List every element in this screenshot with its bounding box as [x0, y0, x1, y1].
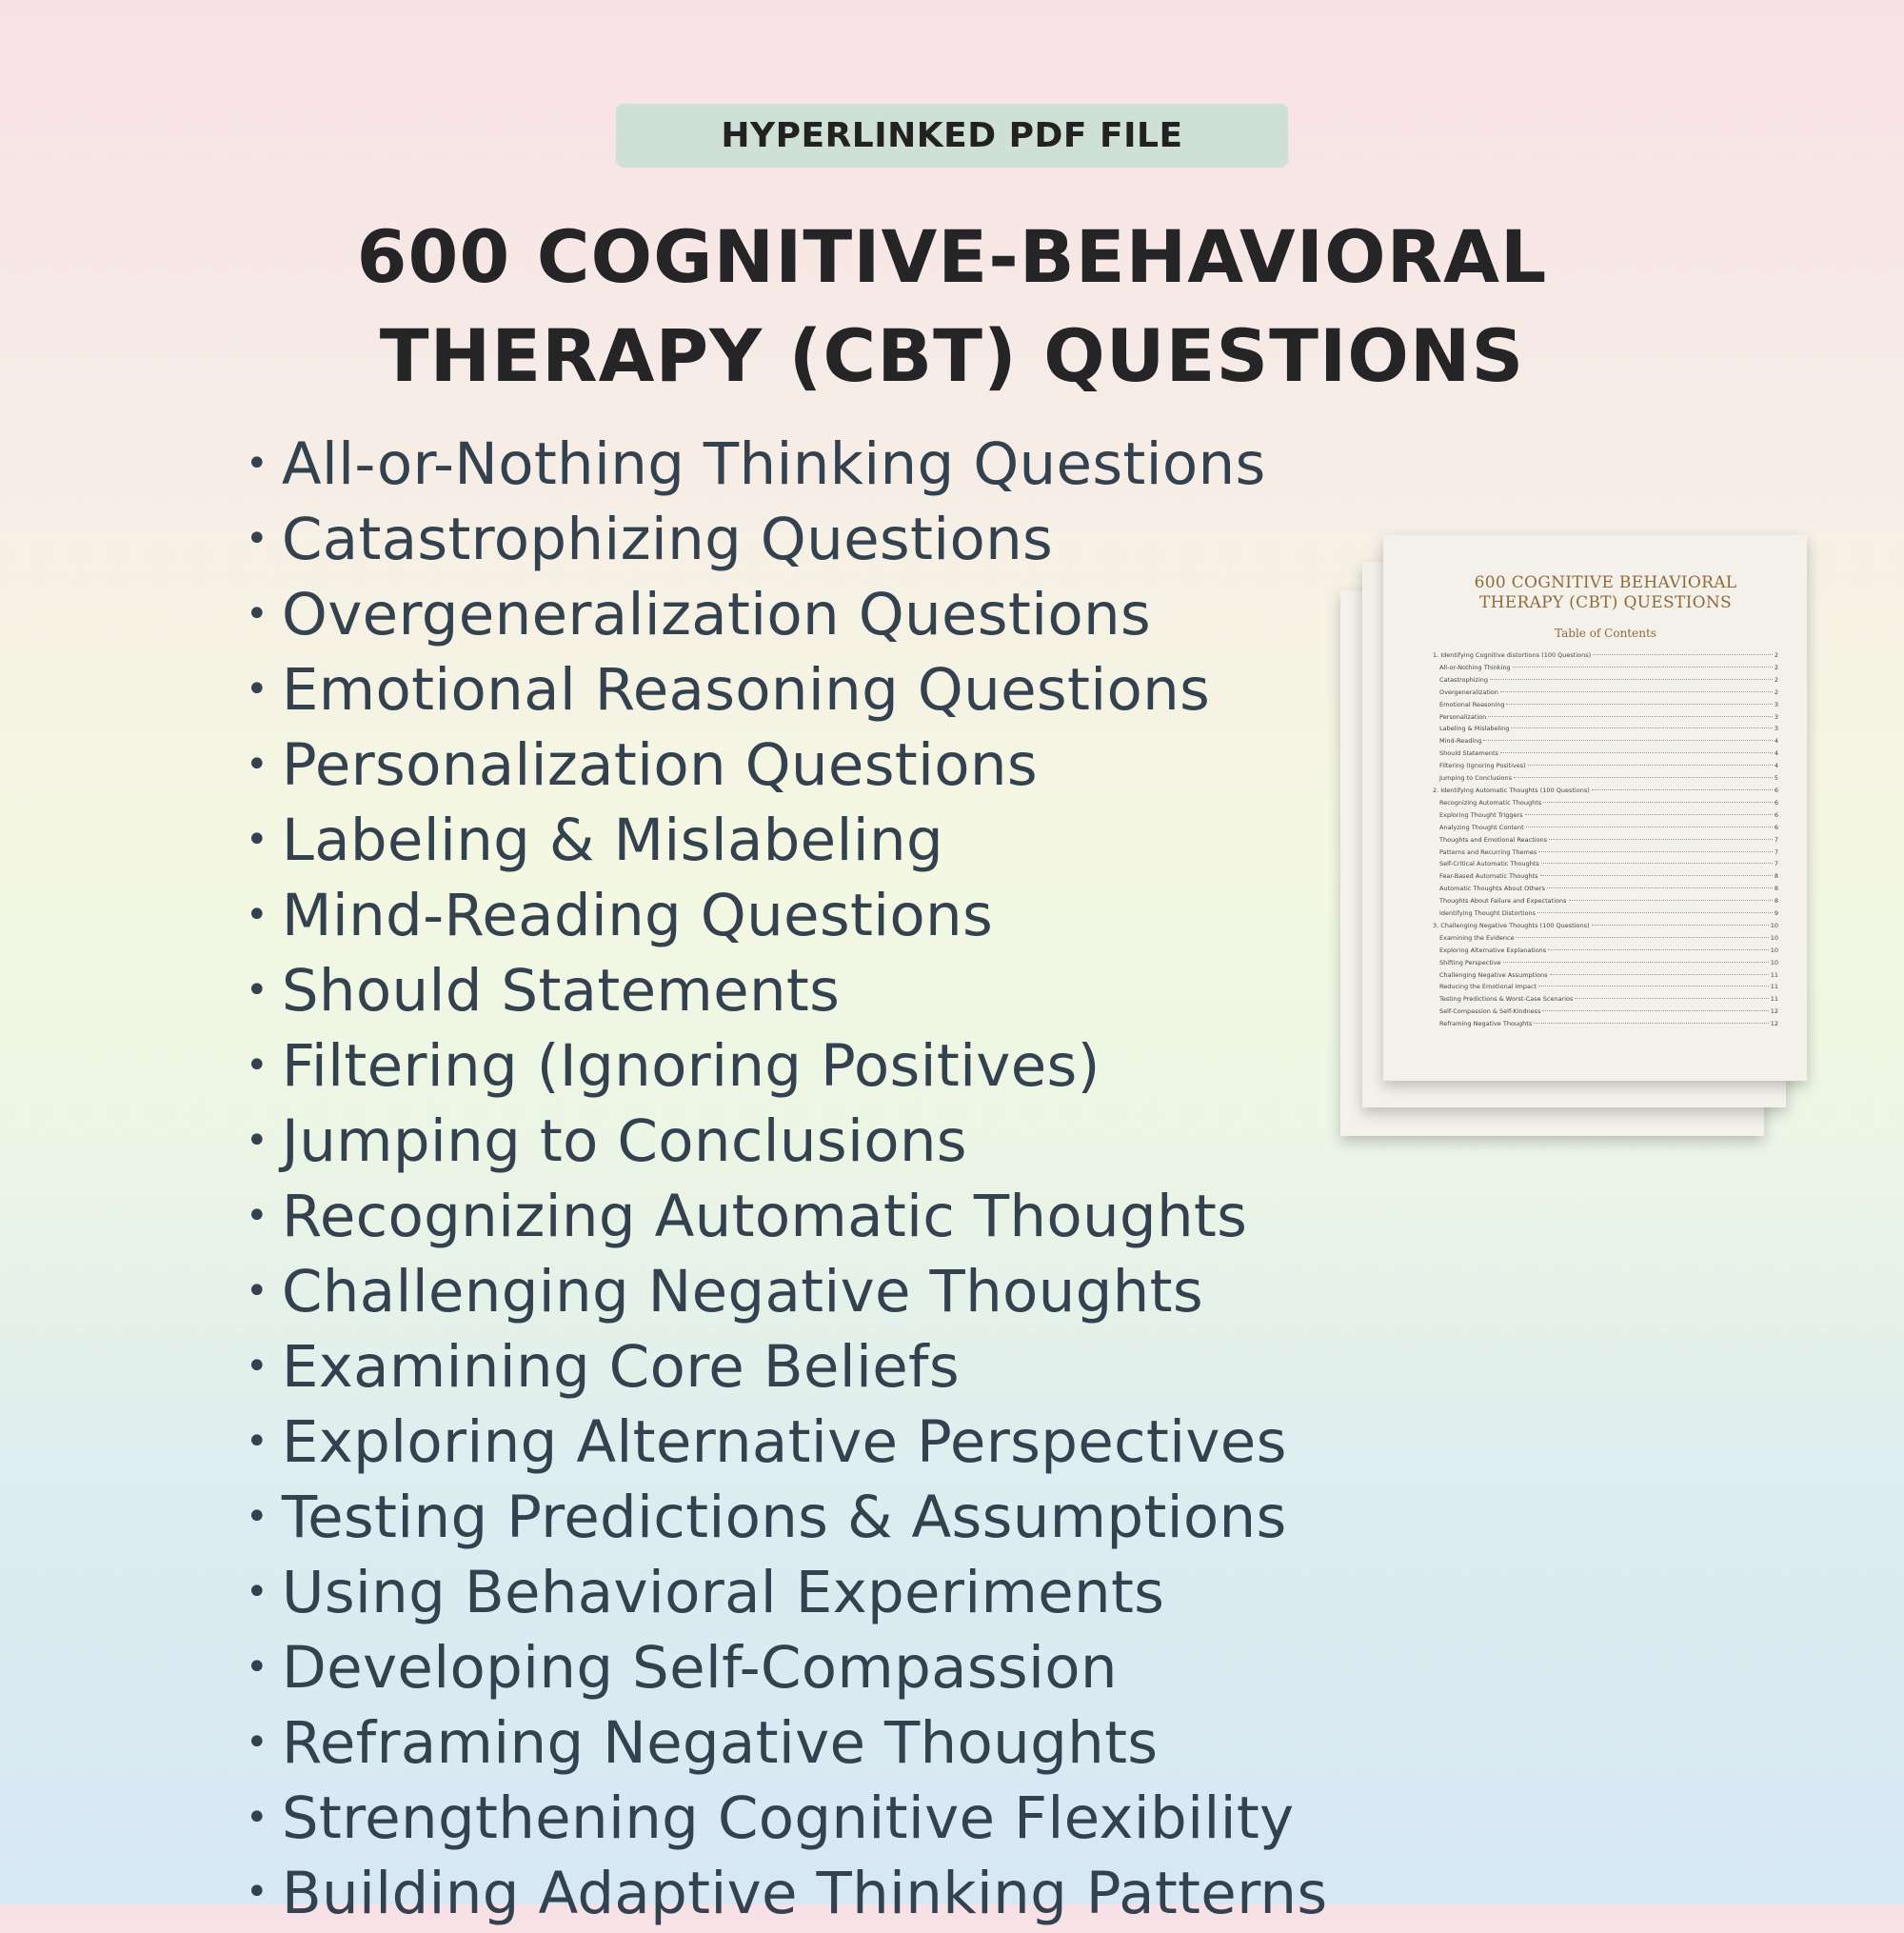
toc-entry[interactable]: [1433, 870, 1778, 883]
topic-label: Using Behavioral Experiments: [281, 1558, 1165, 1626]
toc-entry-page: 10: [1770, 958, 1778, 966]
toc-leader-dots: [1483, 740, 1772, 741]
toc-entry-label: 1. Identifying Cognitive distortions (100 Questions): [1433, 651, 1592, 659]
toc-entry-page: 3: [1774, 712, 1778, 721]
toc-entry[interactable]: [1433, 945, 1778, 957]
toc-entry-page: 11: [1770, 970, 1778, 979]
toc-entry[interactable]: [1433, 822, 1778, 834]
topic-item: [246, 1557, 1327, 1632]
toc-entry-label: Jumping to Conclusions: [1439, 774, 1513, 783]
toc-entry-label: Exploring Thought Triggers: [1439, 810, 1523, 819]
toc-entry-page: 11: [1770, 995, 1778, 1004]
toc-leader-dots: [1511, 727, 1772, 728]
toc-leader-dots: [1550, 974, 1769, 975]
toc-entry-label: Labeling & Mislabeling: [1439, 725, 1510, 733]
toc-entry[interactable]: [1433, 772, 1778, 785]
toc-entry-page: 2: [1774, 675, 1778, 684]
title-line-1: 600 COGNITIVE-BEHAVIORAL: [356, 214, 1548, 299]
bullet-icon: •: [246, 1043, 268, 1087]
topic-item: [246, 1482, 1327, 1557]
toc-leader-dots: [1592, 925, 1769, 926]
toc-entry-label: Shifting Perspective: [1439, 958, 1501, 966]
toc-entry-label: Emotional Reasoning: [1439, 700, 1505, 708]
toc-leader-dots: [1537, 912, 1773, 913]
bullet-icon: •: [246, 441, 268, 486]
toc-entry-page: 8: [1774, 885, 1778, 893]
bullet-icon: •: [246, 516, 268, 561]
toc-entry-page: 6: [1774, 798, 1778, 807]
toc-entry-label: Filtering (Ignoring Positives): [1439, 762, 1526, 770]
toc-entry[interactable]: [1433, 711, 1778, 724]
toc-entry[interactable]: [1433, 883, 1778, 895]
document-title: [1433, 573, 1778, 613]
toc-leader-dots: [1490, 679, 1773, 680]
toc-leader-dots: [1542, 1010, 1768, 1011]
toc-entry-page: 4: [1774, 737, 1778, 746]
toc-entry-label: Overgeneralization: [1439, 688, 1498, 696]
toc-entry-label: Personalization: [1439, 712, 1487, 721]
topic-label: All-or-Nothing Thinking Questions: [281, 430, 1266, 498]
bullet-icon: •: [246, 1268, 268, 1313]
toc-entry-label: Analyzing Thought Content: [1439, 823, 1524, 831]
toc-leader-dots: [1543, 802, 1773, 803]
topic-item: [246, 880, 1327, 955]
topic-label: Labeling & Mislabeling: [281, 806, 943, 874]
topic-label: Developing Self-Compassion: [281, 1633, 1118, 1702]
toc-entry-label: Patterns and Recurring Themes: [1439, 847, 1537, 856]
topic-label: Personalization Questions: [281, 730, 1038, 799]
toc-entry[interactable]: [1433, 969, 1778, 982]
toc-entry-label: Self-Critical Automatic Thoughts: [1439, 860, 1539, 868]
toc-entry[interactable]: [1433, 981, 1778, 993]
toc-entry-page: 10: [1770, 933, 1778, 942]
topic-label: Reframing Negative Thoughts: [281, 1708, 1159, 1777]
topic-item: [246, 1707, 1327, 1783]
toc-leader-dots: [1569, 900, 1773, 901]
topic-item: [246, 1181, 1327, 1256]
toc-leader-dots: [1593, 654, 1773, 655]
toc-entry[interactable]: [1433, 649, 1778, 662]
toc-entry-page: 2: [1774, 688, 1778, 696]
toc-heading: Table of Contents: [1555, 627, 1656, 640]
topic-label: Filtering (Ignoring Positives): [281, 1031, 1101, 1100]
toc-entry-label: Thoughts and Emotional Reactions: [1439, 835, 1548, 844]
bullet-icon: •: [246, 1193, 268, 1238]
toc-leader-dots: [1514, 777, 1773, 778]
toc-entry[interactable]: [1433, 847, 1778, 859]
toc-entry-page: 4: [1774, 762, 1778, 770]
document-page-front: [1383, 535, 1807, 1081]
toc-entry-label: 3. Challenging Negative Thoughts (100 Questions): [1433, 921, 1590, 929]
bullet-icon: •: [246, 1118, 268, 1163]
toc-entry-page: 11: [1770, 983, 1778, 991]
toc-entry-page: 5: [1774, 774, 1778, 783]
topic-item: [246, 955, 1327, 1030]
toc-entry[interactable]: [1433, 993, 1778, 1006]
toc-entry-label: Automatic Thoughts About Others: [1439, 885, 1545, 893]
toc-entry-page: 7: [1774, 847, 1778, 856]
toc-entry[interactable]: [1433, 760, 1778, 772]
bullet-icon: •: [246, 817, 268, 862]
toc-entry-page: 4: [1774, 749, 1778, 758]
toc-leader-dots: [1525, 814, 1773, 815]
toc-entry-label: Fear-Based Automatic Thoughts: [1439, 872, 1538, 881]
topic-item: [246, 1030, 1327, 1106]
toc-entry-label: Mind-Reading: [1439, 737, 1482, 746]
toc-entry[interactable]: [1433, 785, 1778, 797]
toc-entry-page: 8: [1774, 872, 1778, 881]
toc-entry[interactable]: [1433, 735, 1778, 747]
toc-leader-dots: [1540, 875, 1773, 876]
toc-entry-page: 10: [1770, 946, 1778, 954]
bullet-icon: •: [246, 1644, 268, 1689]
toc-entry[interactable]: [1433, 895, 1778, 907]
bullet-icon: •: [246, 1870, 268, 1915]
toc-entry-label: Self-Compassion & Self-Kindness: [1439, 1007, 1541, 1016]
bullet-icon: •: [246, 967, 268, 1012]
toc-entry-label: 2. Identifying Automatic Thoughts (100 Questions): [1433, 786, 1590, 794]
topic-item: [246, 428, 1327, 504]
topic-item: [246, 1106, 1327, 1181]
topic-label: Examining Core Beliefs: [281, 1332, 960, 1401]
toc-entry-page: 2: [1774, 663, 1778, 671]
toc-entry-page: 3: [1774, 700, 1778, 708]
toc-entry-label: Reframing Negative Thoughts: [1439, 1020, 1533, 1028]
toc-entry[interactable]: [1433, 723, 1778, 735]
topic-item: [246, 1256, 1327, 1331]
topic-item: [246, 504, 1327, 579]
toc-leader-dots: [1500, 691, 1773, 692]
toc-entry-page: 6: [1774, 786, 1778, 794]
toc-entry-label: Recognizing Automatic Thoughts: [1439, 798, 1542, 807]
topic-label: Building Adaptive Thinking Patterns: [281, 1859, 1328, 1927]
toc-leader-dots: [1488, 716, 1773, 717]
title-line-2: THERAPY (CBT) QUESTIONS: [379, 313, 1525, 398]
toc-entry[interactable]: [1433, 920, 1778, 932]
bullet-icon: •: [246, 742, 268, 787]
toc-leader-dots: [1528, 765, 1773, 766]
topic-label: Strengthening Cognitive Flexibility: [281, 1784, 1295, 1852]
hyperlinked-pdf-badge: HYPERLINKED PDF FILE: [616, 104, 1288, 168]
toc-leader-dots: [1534, 1023, 1768, 1024]
topic-label: Should Statements: [281, 956, 841, 1025]
toc-entry[interactable]: [1433, 809, 1778, 822]
toc-entry-label: Thoughts About Failure and Expectations: [1439, 897, 1567, 906]
topic-item: [246, 1858, 1327, 1933]
toc-entry[interactable]: [1433, 797, 1778, 809]
topic-item: [246, 1331, 1327, 1406]
topic-label: Overgeneralization Questions: [281, 580, 1152, 648]
toc-entry-label: Challenging Negative Assumptions: [1439, 970, 1548, 979]
toc-entry-label: Examining the Evidence: [1439, 933, 1515, 942]
toc-entry-page: 3: [1774, 725, 1778, 733]
toc-entry-label: Should Statements: [1439, 749, 1498, 758]
bullet-icon: •: [246, 1569, 268, 1614]
toc-entry-label: All-or-Nothing Thinking: [1439, 663, 1511, 671]
toc-entry-label: Reducing the Emotional Impact: [1439, 983, 1537, 991]
topic-label: Catastrophizing Questions: [281, 505, 1054, 573]
toc-entry-page: 8: [1774, 897, 1778, 906]
toc-leader-dots: [1538, 851, 1773, 852]
toc-entry[interactable]: [1433, 687, 1778, 699]
toc-entry[interactable]: [1433, 662, 1778, 674]
document-preview-stack: [1338, 533, 1804, 1143]
toc-entry[interactable]: [1433, 747, 1778, 760]
toc-entry[interactable]: [1433, 674, 1778, 687]
topic-item: [246, 1406, 1327, 1482]
toc-entry[interactable]: [1433, 907, 1778, 920]
toc-entry-page: 7: [1774, 860, 1778, 868]
bullet-icon: •: [246, 1344, 268, 1388]
toc-leader-dots: [1547, 887, 1773, 888]
toc-leader-dots: [1500, 752, 1773, 753]
bullet-icon: •: [246, 591, 268, 636]
toc-entry-page: 6: [1774, 823, 1778, 831]
toc-entry-page: 6: [1774, 810, 1778, 819]
topic-item: [246, 1783, 1327, 1858]
toc-entry-page: 12: [1770, 1020, 1778, 1028]
toc-leader-dots: [1541, 863, 1773, 864]
bullet-icon: •: [246, 667, 268, 711]
toc-entry[interactable]: [1433, 1018, 1778, 1030]
page-title: [0, 208, 1904, 406]
document-title-line-2: THERAPY (CBT) QUESTIONS: [1479, 593, 1732, 612]
toc-entry-label: Exploring Alternative Explanations: [1439, 946, 1547, 954]
toc-entry-page: 10: [1770, 921, 1778, 929]
toc-leader-dots: [1506, 704, 1772, 705]
topic-label: Testing Predictions & Assumptions: [281, 1483, 1287, 1551]
toc-leader-dots: [1592, 789, 1773, 790]
topic-label: Challenging Negative Thoughts: [281, 1257, 1203, 1325]
document-title-line-1: 600 COGNITIVE BEHAVIORAL: [1474, 573, 1737, 592]
toc-entry[interactable]: [1433, 957, 1778, 969]
toc-entry[interactable]: [1433, 834, 1778, 847]
toc-entry-page: 2: [1774, 651, 1778, 659]
toc-entry-label: Testing Predictions & Worst-Case Scenarios: [1439, 995, 1574, 1004]
toc-entry[interactable]: [1433, 699, 1778, 711]
topic-item: [246, 805, 1327, 880]
toc-leader-dots: [1575, 998, 1768, 999]
bullet-icon: •: [246, 1419, 268, 1464]
table-of-contents: [1433, 649, 1778, 1030]
bullet-icon: •: [246, 892, 268, 937]
topic-item: [246, 654, 1327, 729]
toc-entry[interactable]: [1433, 1006, 1778, 1018]
topic-label: Jumping to Conclusions: [281, 1106, 967, 1175]
toc-leader-dots: [1503, 962, 1769, 963]
toc-leader-dots: [1517, 937, 1769, 938]
topic-item: [246, 1632, 1327, 1707]
toc-entry-label: Identifying Thought Distortions: [1439, 909, 1536, 918]
topic-label: Emotional Reasoning Questions: [281, 655, 1211, 724]
bullet-icon: •: [246, 1494, 268, 1539]
bullet-icon: •: [246, 1720, 268, 1764]
toc-leader-dots: [1548, 949, 1769, 950]
toc-leader-dots: [1549, 839, 1773, 840]
toc-entry[interactable]: [1433, 932, 1778, 945]
topic-list: [246, 428, 1327, 1933]
bullet-icon: •: [246, 1795, 268, 1840]
toc-entry[interactable]: [1433, 858, 1778, 870]
topic-label: Exploring Alternative Perspectives: [281, 1407, 1287, 1476]
topic-item: [246, 579, 1327, 654]
toc-entry-label: Catastrophizing: [1439, 675, 1489, 684]
toc-entry-page: 12: [1770, 1007, 1778, 1016]
topic-label: Recognizing Automatic Thoughts: [281, 1182, 1248, 1250]
topic-item: [246, 729, 1327, 805]
topic-label: Mind-Reading Questions: [281, 881, 994, 949]
toc-leader-dots: [1513, 667, 1773, 668]
toc-entry-page: 7: [1774, 835, 1778, 844]
toc-entry-page: 9: [1774, 909, 1778, 918]
